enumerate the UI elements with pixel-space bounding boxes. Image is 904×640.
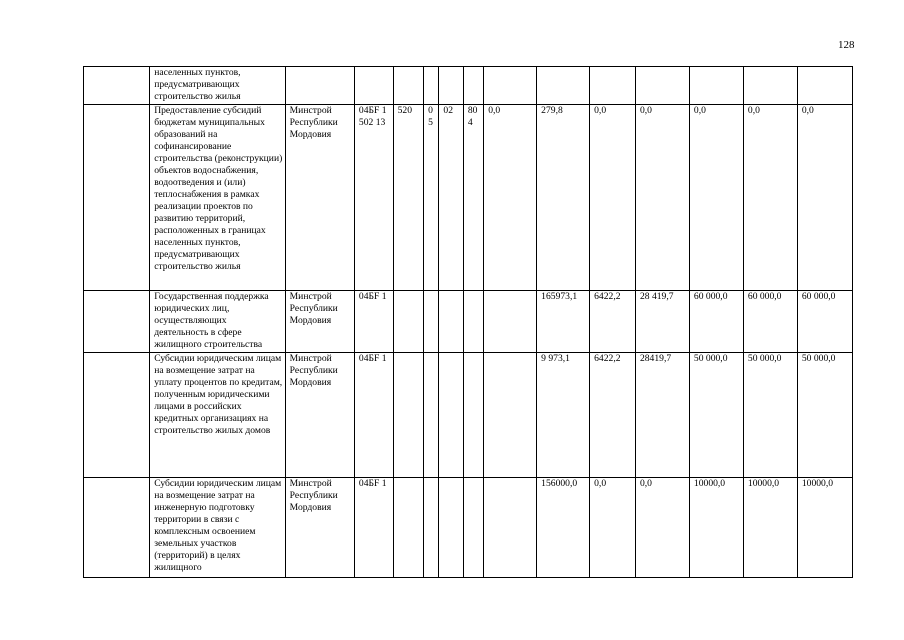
- table-cell-value: [484, 478, 537, 578]
- page-number: 128: [838, 39, 855, 51]
- table-row: [84, 478, 853, 578]
- table-cell-value: 0,0: [590, 105, 636, 291]
- table-cell-org: [285, 67, 354, 105]
- table-cell-org: Минстрой Республики Мордовия: [285, 478, 354, 578]
- table-cell-blank: [84, 478, 150, 578]
- table-cell-pr: [439, 478, 463, 578]
- table-cell-value: 0,0: [743, 105, 797, 291]
- table-cell-value: [484, 291, 537, 353]
- table-cell-rz: [424, 67, 439, 105]
- table-cell-vr: [393, 353, 424, 478]
- table-cell-name: Предоставление субсидий бюджетам муниципальных образований на софинансирование строительства (реконструкции) объектов водоснабжения, водоотведения и (или) теплоснабжения в рамках реализации проектов по развитию территорий, расположенных в границах населенных пунктов, предусматривающих строительство жилья: [150, 105, 285, 291]
- table-cell-name: Государственная поддержка юридических лиц, осуществляющих деятельность в сфере жилищного строительства: [150, 291, 285, 353]
- table-cell-value: [635, 67, 689, 105]
- table-cell-pr: [439, 67, 463, 105]
- table-cell-value: 10000,0: [743, 478, 797, 578]
- table-cell-value: 0,0: [635, 478, 689, 578]
- table-cell-value: 6422,2: [590, 291, 636, 353]
- table-cell-value: 0,0: [797, 105, 852, 291]
- table-row: [84, 291, 853, 353]
- table-cell-org: Минстрой Республики Мордовия: [285, 353, 354, 478]
- table-cell-value: [797, 67, 852, 105]
- table-cell-vr: [393, 478, 424, 578]
- table-cell-value: 10000,0: [797, 478, 852, 578]
- table-cell-value: [743, 67, 797, 105]
- table-cell-code: 04БF 1: [354, 478, 393, 578]
- table-cell-value: 60 000,0: [797, 291, 852, 353]
- table-cell-pr: 02: [439, 105, 463, 291]
- table-cell-ku: [463, 353, 483, 478]
- table-cell-value: [689, 67, 743, 105]
- table-row: [84, 105, 853, 291]
- table-cell-value: 50 000,0: [743, 353, 797, 478]
- table-cell-code: 04БF 1: [354, 353, 393, 478]
- table-cell-blank: [84, 353, 150, 478]
- table-cell-org: Минстрой Республики Мордовия: [285, 291, 354, 353]
- table-cell-blank: [84, 67, 150, 105]
- table-cell-org: Минстрой Республики Мордовия: [285, 105, 354, 291]
- table-cell-rz: [424, 478, 439, 578]
- table-cell-value: [484, 67, 537, 105]
- table-cell-pr: [439, 291, 463, 353]
- table-cell-value: 156000,0: [537, 478, 590, 578]
- table-cell-code: 04БF 1502 13: [354, 105, 393, 291]
- table-cell-rz: 0 5: [424, 105, 439, 291]
- table-cell-rz: [424, 291, 439, 353]
- table-cell-value: 279,8: [537, 105, 590, 291]
- table-cell-value: 9 973,1: [537, 353, 590, 478]
- table-cell-value: 28 419,7: [635, 291, 689, 353]
- table-cell-value: [590, 67, 636, 105]
- table-cell-code: [354, 67, 393, 105]
- table-cell-value: 165973,1: [537, 291, 590, 353]
- table-cell-code: 04БF 1: [354, 291, 393, 353]
- table-cell-blank: [84, 105, 150, 291]
- table-cell-vr: 520: [393, 105, 424, 291]
- table-cell-value: 0,0: [689, 105, 743, 291]
- table-cell-value: 50 000,0: [689, 353, 743, 478]
- table-cell-value: 60 000,0: [743, 291, 797, 353]
- table-cell-name: населенных пунктов, предусматривающих строительство жилья: [150, 67, 285, 105]
- table-row: [84, 67, 853, 105]
- table-cell-value: 0,0: [484, 105, 537, 291]
- table-cell-value: [537, 67, 590, 105]
- table-cell-value: 60 000,0: [689, 291, 743, 353]
- table-cell-blank: [84, 291, 150, 353]
- table-cell-ku: [463, 291, 483, 353]
- table-cell-rz: [424, 353, 439, 478]
- budget-table: [83, 66, 853, 578]
- table-cell-pr: [439, 353, 463, 478]
- table-cell-value: 50 000,0: [797, 353, 852, 478]
- table-cell-vr: [393, 291, 424, 353]
- table-cell-ku: [463, 478, 483, 578]
- table-cell-vr: [393, 67, 424, 105]
- table-cell-name: Субсидии юридическим лицам на возмещение затрат на инженерную подготовку территории в связи с комплексным освоением земельных участков (территорий) в целях жилищного: [150, 478, 285, 578]
- table-cell-value: [484, 353, 537, 478]
- table-row: [84, 353, 853, 478]
- table-cell-value: 0,0: [635, 105, 689, 291]
- table-cell-ku: [463, 67, 483, 105]
- table-cell-name: Субсидии юридическим лицам на возмещение затрат на уплату процентов по кредитам, полученным юридическими лицами в российских кредитных организациях на строительство жилых домов: [150, 353, 285, 478]
- table-cell-value: 10000,0: [689, 478, 743, 578]
- table-cell-value: 0,0: [590, 478, 636, 578]
- table-cell-value: 28419,7: [635, 353, 689, 478]
- table-cell-ku: 80 4: [463, 105, 483, 291]
- table-cell-value: 6422,2: [590, 353, 636, 478]
